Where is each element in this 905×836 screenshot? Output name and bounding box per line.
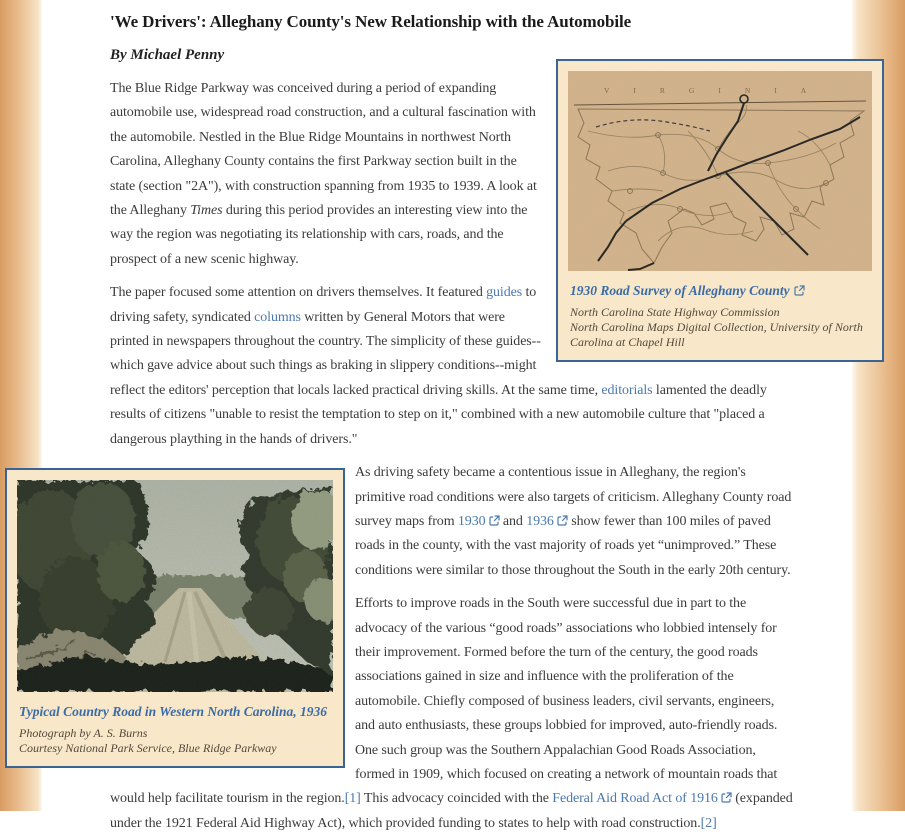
external-link-icon [557, 515, 568, 526]
map-caption-link[interactable]: 1930 Road Survey of Alleghany County [570, 283, 790, 298]
paragraph-1: The Blue Ridge Parkway was conceived during a period of expanding automobile use, widespread road construction, and a cultural fascination with the automobile. Nestled in the Blue Ridge Mountains in northwest North Carolina, Alleghany County contains the first Parkway section built in the state (section "2A"), with construction spanning from 1935 to 1939. A look at the Alleghany Times during this period provides an interesting view into the way the region was negotiating its relationship with cars, roads, and the prospect of a new scenic highway. [110, 81, 537, 267]
photo-caption-link[interactable]: Typical Country Road in Western North Carolina, 1936 [19, 704, 328, 720]
map-state-label: VIRGINIA [604, 86, 831, 95]
inline-link[interactable]: columns [254, 309, 301, 325]
inline-link[interactable]: guides [486, 285, 523, 301]
photo-caption-title [19, 703, 331, 720]
map-figcaption [568, 271, 872, 350]
photo-caption-credit [19, 726, 331, 756]
map-credit-line1: North Carolina State Highway Commission [570, 305, 780, 319]
inline-link[interactable]: 1930 [458, 514, 500, 529]
external-link-icon [794, 285, 805, 296]
inline-link[interactable]: editorials [601, 382, 653, 398]
page-title: 'We Drivers': Alleghany County's New Relationship with the Automobile [110, 12, 632, 31]
inline-link[interactable]: 1936 [526, 514, 568, 529]
map-figure [556, 59, 884, 362]
paragraph-3: As driving safety became a contentious issue in Alleghany, the region's primitive road conditions were also targets of criticism. Alleghany County road survey maps from 1930 and 1936 show fewer than 100 miles of paved roads in the county, with the vast majority of roads yet “unimproved.” These conditions were similar to those throughout the South in the early 20th century. [355, 465, 792, 578]
byline: By Michael Penny [110, 47, 225, 63]
photo-credit-line1: Photograph by A. S. Burns [19, 726, 148, 741]
external-link-icon [721, 792, 732, 803]
country-road-figure [5, 468, 345, 768]
footnote-link[interactable]: [1] [344, 791, 361, 807]
article [19, 0, 863, 836]
paragraph-2: The paper focused some attention on drivers themselves. It featured guides to driving safety, syndicated columns written by General Motors that were printed in newspapers throughout the country. The simplicity of these guides--which gave advice about such things as braking in slippery conditions--might reflect the editors' perception that locals lacked practical driving skills. At the same time, editorials lamented the deadly results of citizens "unable to resist the temptation to step on it," combined with a new automobile culture that "placed a dangerous plaything in the hands of drivers." [110, 285, 767, 447]
road-survey-map-image[interactable] [568, 71, 872, 271]
photo-figcaption [17, 692, 333, 756]
map-caption-credit [570, 305, 870, 350]
italic-text: Times [190, 203, 223, 219]
inline-link[interactable]: Federal Aid Road Act of 1916 [552, 791, 732, 806]
country-road-photo[interactable] [17, 480, 333, 692]
map-caption-title [570, 282, 870, 299]
paragraph-4: Efforts to improve roads in the South were successful due in part to the advocacy of the various “good roads” associations who lobbied intensely for their improvement. Formed before the turn of the century, the good roads associations gained in size and influence with the proliferation of the automobile. Chiefly composed of business leaders, civil servants, engineers, and auto enthusiasts, these groups lobbied for improved, auto-friendly roads. One such group was the Southern Appalachian Good Roads Association, formed in 1909, which focused on creating a network of mountain roads that would help facilitate tourism in the region.[1] This advocacy coincided with the Federal Aid Road Act of 1916 (expanded under the 1921 Federal Aid Highway Act), which provided funding to states to help with road construction.[2] [110, 596, 793, 831]
photo-credit-line2: Courtesy National Park Service, Blue Ridge Parkway [19, 741, 277, 756]
external-link-icon [489, 515, 500, 526]
map-credit-line2: North Carolina Maps Digital Collection, University of North Carolina at Chapel Hill [570, 320, 863, 349]
footnote-link[interactable]: [2] [700, 815, 717, 831]
